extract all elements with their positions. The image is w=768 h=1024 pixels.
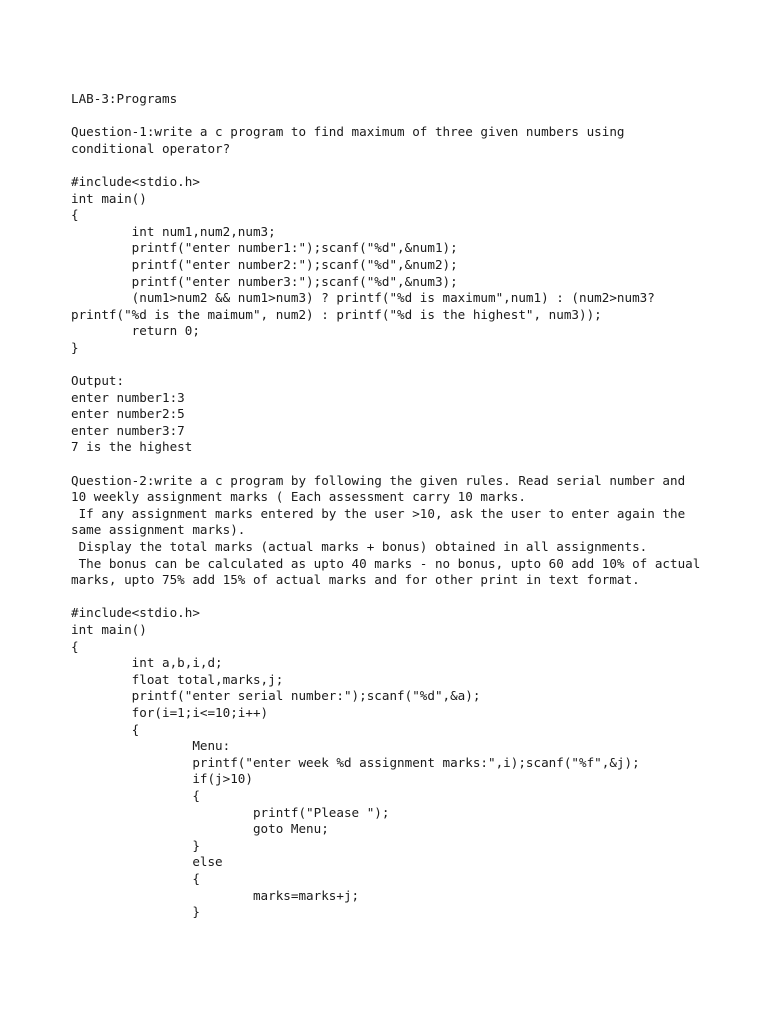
text-line: printf("enter serial number:");scanf("%d",&a); xyxy=(71,688,481,704)
text-line: enter number3:7 xyxy=(71,422,185,438)
text-line: Output: xyxy=(71,373,125,389)
text-line: { xyxy=(71,207,79,223)
text-line xyxy=(71,108,751,125)
text-line: { xyxy=(71,721,140,737)
text-line: { xyxy=(71,638,79,654)
text-line: int main() xyxy=(71,622,147,637)
text-line: 7 is the highest xyxy=(71,439,193,455)
text-line: for(i=1;i<=10;i++) xyxy=(71,704,269,720)
text-line: goto Menu; xyxy=(71,821,329,837)
text-line: LAB-3:Programs xyxy=(71,91,178,106)
text-line: } xyxy=(71,904,200,920)
text-line: #include<stdio.h> xyxy=(71,173,200,189)
text-line: { xyxy=(71,870,200,886)
text-line: Question-2:write a c program by following the given rules. Read serial number and xyxy=(71,472,686,488)
text-line: int a,b,i,d; xyxy=(71,655,223,671)
text-line: return 0; xyxy=(71,323,200,339)
text-line: } xyxy=(71,837,200,853)
text-line: else xyxy=(71,854,223,870)
text-line: #include<stdio.h> xyxy=(71,605,200,621)
text-line: int num1,num2,num3; xyxy=(71,223,276,239)
text-line: marks, upto 75% add 15% of actual marks and for other print in text format. xyxy=(71,572,640,588)
text-line: printf("enter number3:");scanf("%d",&num3); xyxy=(71,273,458,289)
text-line: { xyxy=(71,787,200,803)
text-line: printf("%d is the maimum", num2) : printf("%d is the highest", num3)); xyxy=(71,306,602,322)
text-line: Display the total marks (actual marks + bonus) obtained in all assignments. xyxy=(71,539,648,555)
text-line: enter number2:5 xyxy=(71,406,185,422)
text-line: } xyxy=(71,339,79,355)
text-line: conditional operator? xyxy=(71,140,231,156)
text-line xyxy=(71,589,751,606)
text-line xyxy=(71,357,751,374)
text-line: marks=marks+j; xyxy=(71,887,360,903)
document-body xyxy=(71,91,751,921)
text-line: enter number1:3 xyxy=(71,389,185,405)
text-line: printf("enter number1:");scanf("%d",&num1); xyxy=(71,240,458,256)
text-line: if(j>10) xyxy=(71,771,253,787)
text-line: (num1>num2 && num1>num3) ? printf("%d is maximum",num1) : (num2>num3? xyxy=(71,290,655,306)
text-line: printf("enter number2:");scanf("%d",&num2); xyxy=(71,256,458,272)
text-line xyxy=(71,456,751,473)
text-line: If any assignment marks entered by the user >10, ask the user to enter again the xyxy=(71,505,686,521)
text-line: same assignment marks). xyxy=(71,522,246,538)
text-line: 10 weekly assignment marks ( Each assessment carry 10 marks. xyxy=(71,489,526,505)
text-line: printf("Please "); xyxy=(71,804,390,820)
text-line: Question-1:write a c program to find maximum of three given numbers using xyxy=(71,124,625,140)
text-line: float total,marks,j; xyxy=(71,671,284,687)
text-line: printf("enter week %d assignment marks:",i);scanf("%f",&j); xyxy=(71,754,640,770)
text-line: int main() xyxy=(71,190,147,206)
text-line xyxy=(71,157,751,174)
text-line: The bonus can be calculated as upto 40 marks - no bonus, upto 60 add 10% of actual xyxy=(71,555,701,571)
text-line: Menu: xyxy=(71,738,231,754)
